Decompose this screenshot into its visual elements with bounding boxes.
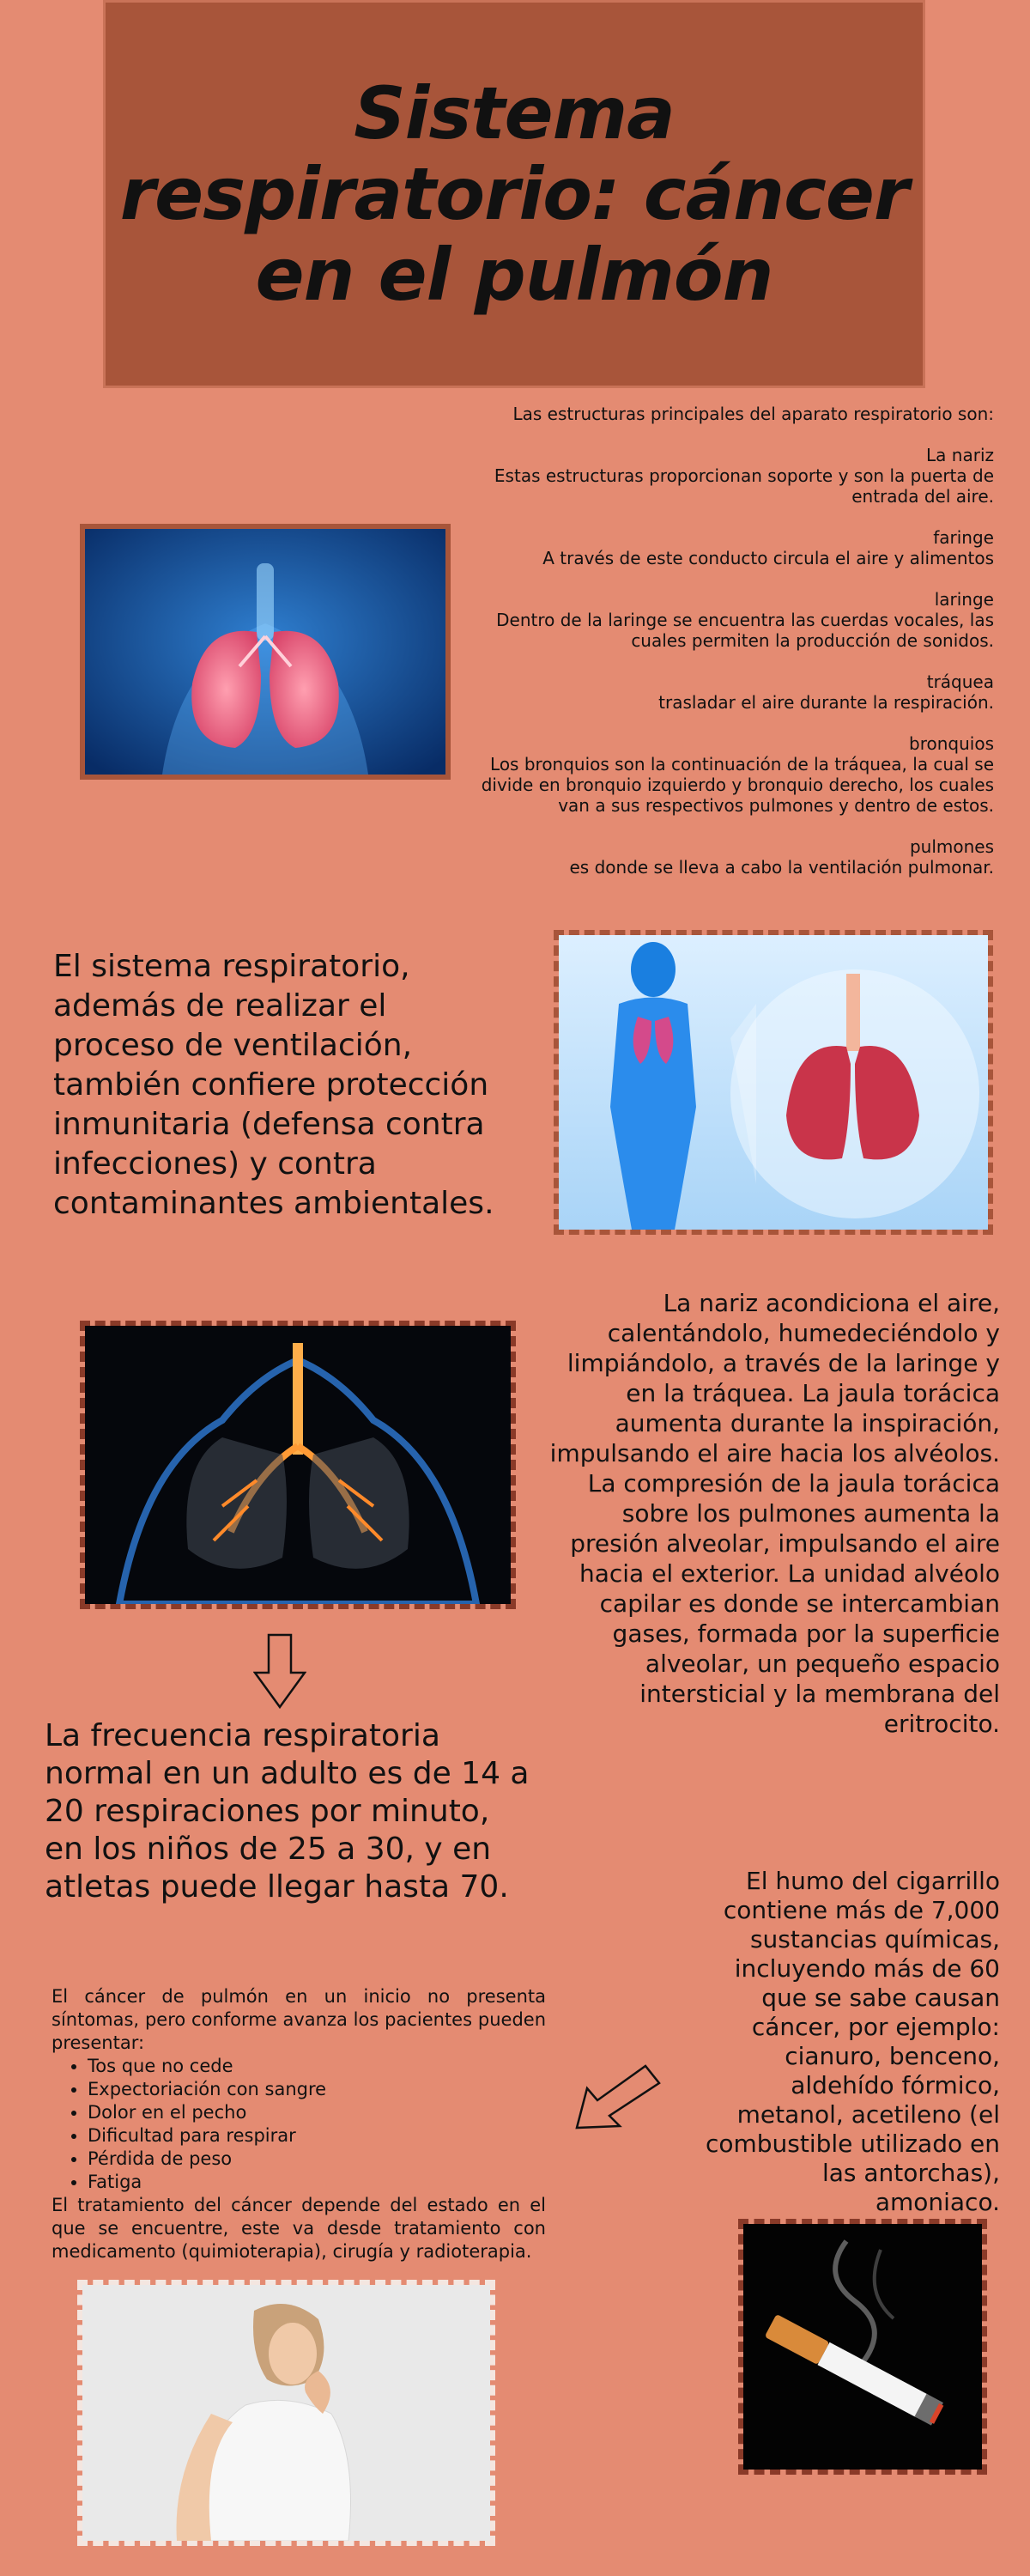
structure-desc: A través de este conducto circula el aire y alimentos — [542, 548, 994, 568]
lungs-xray-image — [80, 524, 451, 780]
bronchi-xray-image — [80, 1321, 516, 1609]
structure-desc: Estas estructuras proporcionan soporte y son la puerta de entrada del aire. — [494, 465, 994, 507]
structure-name: pulmones — [909, 836, 994, 857]
nose-text: La nariz acondiciona el aire, calentándolo, humedeciéndolo y limpiándolo, a través de la laringe y en la tráquea. La jaula torácica aumenta durante la inspiración, impulsando el aire hacia los alvéolos. La compresión de la jaula torácica sobre los pulmones aumenta la presión alveolar, impulsando el aire hacia el exterior. La unidad alvéolo capilar es donde se intercambian gases, formada por la superficie alveolar, un pequeño espacio intersticial y la membrana del eritrocito. — [549, 1289, 1000, 1738]
structure-item — [464, 589, 994, 651]
structures-intro: Las estructuras principales del aparato respiratorio son: — [512, 404, 994, 424]
structure-item — [464, 836, 994, 878]
structure-name: La nariz — [926, 445, 994, 465]
structure-item — [464, 445, 994, 507]
cancer-intro: El cáncer de pulmón en un inicio no presenta síntomas, pero conforme avanza los pacientes pueden presentar: — [52, 1986, 546, 2053]
structure-name: bronquios — [909, 733, 994, 754]
symptom-item: • Dolor en el pecho — [88, 2101, 546, 2124]
symptom-item: • Fatiga — [88, 2171, 546, 2194]
frequency-text: La frecuencia respiratoria normal en un adulto es de 14 a 20 respiraciones por minuto, en los niños de 25 a 30, y en atletas puede llegar hasta 70. — [45, 1718, 530, 1905]
structure-name: tráquea — [926, 671, 994, 692]
structure-name: laringe — [934, 589, 994, 610]
structures-list — [464, 404, 994, 878]
structure-name: faringe — [933, 527, 994, 548]
symptom-item: • Dificultad para respirar — [88, 2124, 546, 2148]
protection-text: El sistema respiratorio, además de realizar el proceso de ventilación, también confiere protección inmunitaria (defensa contra infecciones) y contra contaminantes ambientales. — [53, 949, 494, 1221]
title-banner — [103, 0, 925, 388]
body-lungs-image — [554, 930, 993, 1235]
cigarette-image — [738, 2219, 987, 2475]
symptom-list — [52, 2055, 546, 2194]
page-title: Sistema respiratorio: cáncer en el pulmón — [119, 71, 909, 317]
diagonal-arrow-icon — [573, 2063, 663, 2133]
symptom-item: • Tos que no cede — [88, 2055, 546, 2078]
coughing-person-image — [77, 2280, 495, 2546]
structure-desc: es donde se lleva a cabo la ventilación pulmonar. — [569, 857, 994, 878]
lung-cancer-block — [52, 1985, 546, 2263]
down-arrow-icon — [253, 1633, 306, 1709]
structure-item — [464, 527, 994, 568]
structure-desc: trasladar el aire durante la respiración. — [658, 692, 994, 713]
smoke-text: El humo del cigarrillo contiene más de 7,000 sustancias químicas, incluyendo más de 60 que se sabe causan cáncer, por ejemplo: cianuro, benceno, aldehído fórmico, metanol, acetileno (el combustible utilizado en las antorchas), amoniaco. — [705, 1867, 1000, 2216]
structure-desc: Los bronquios son la continuación de la tráquea, la cual se divide en bronquio izquierdo y bronquio derecho, los cuales van a sus respectivos pulmones y dentro de estos. — [481, 754, 994, 816]
structure-item — [464, 671, 994, 713]
structure-desc: Dentro de la laringe se encuentra las cuerdas vocales, las cuales permiten la producción de sonidos. — [496, 610, 994, 651]
symptom-item: • Expectoriación con sangre — [88, 2078, 546, 2101]
structure-item — [464, 733, 994, 816]
symptom-item: • Pérdida de peso — [88, 2148, 546, 2171]
cancer-treatment: El tratamiento del cáncer depende del estado en el que se encuentre, este va desde tratamiento con medicamento (quimioterapia), cirugía y radioterapia. — [52, 2195, 546, 2262]
